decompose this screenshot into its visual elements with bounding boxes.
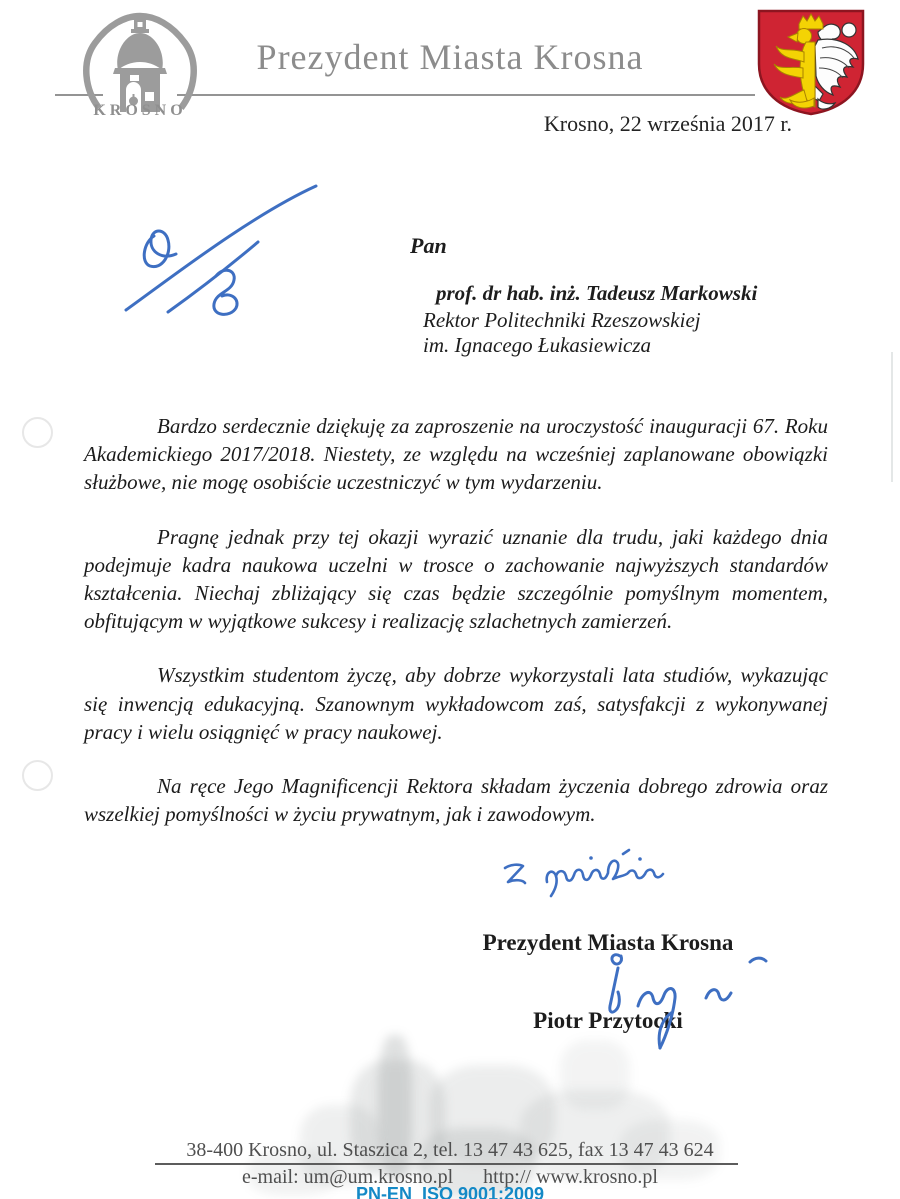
footer-website: http:// www.krosno.pl <box>483 1166 658 1188</box>
paragraph-4: Na ręce Jego Magnificencji Rektora składam życzenia dobrego zdrowia oraz wszelkiej pomyślności w życiu prywatnym, jak i zawodowym. <box>84 774 828 827</box>
scan-edge-artifact <box>891 352 893 482</box>
addressee-salutation: Pan <box>410 233 447 258</box>
addressee-institution-2: im. Ignacego Łukasiewicza <box>423 333 652 357</box>
signer-title: Prezydent Miasta Krosna <box>482 930 734 955</box>
addressee-block <box>410 233 757 358</box>
paragraph-1: Bardzo serdecznie dziękuję za zaproszenie na uroczystość inauguracji 67. Roku Akademickiego 2017/2018. Niestety, ze względu na wcześniej zaplanowane obowiązki służbowe, nie mogę osobiście uczestniczyć w tym wydarzeniu. <box>84 414 828 495</box>
hole-punch-mark <box>22 417 53 448</box>
handwritten-signature <box>554 948 769 1052</box>
date-line: Krosno, 22 września 2017 r. <box>543 111 792 136</box>
footer-divider <box>155 1163 738 1165</box>
handwritten-initials <box>120 180 325 320</box>
footer-address: 38-400 Krosno, ul. Staszica 2, tel. 13 47 43 625, fax 13 47 43 624 <box>186 1139 714 1161</box>
handwritten-closing <box>495 846 690 904</box>
paragraph-2: Pragnę jednak przy tej okazji wyrazić uznanie dla trudu, jaki każdego dnia podejmuje kadra naukowa uczelni w trosce o zachowanie najwyższych standardów kształcenia. Niechaj zbliżający się czas będzie szczególnie pomyślnym momentem, obfitującym w wyjątkowe sukcesy i realizację szlachetnych zamierzeń. <box>84 524 828 634</box>
addressee-institution: Rektor Politechniki Rzeszowskiej <box>423 308 701 332</box>
logo-caption: KROSNO <box>93 102 187 119</box>
krosno-coat-of-arms-icon <box>752 6 870 118</box>
footer-iso-certification: PN-EN ISO 9001:2009 <box>355 1184 545 1199</box>
paragraph-3: Wszystkim studentom życzę, aby dobrze wykorzystali lata studiów, wykazując się inwencją edukacyjną. Szanownym wykładowcom zaś, satysfakcji z wykonywanej pracy i wielu osiągnięć w pracy naukowej. <box>84 663 828 744</box>
letterhead-title: Prezydent Miasta Krosna <box>256 37 644 77</box>
addressee-name: prof. dr hab. inż. Tadeusz Markowski <box>436 281 758 305</box>
krosno-tower-icon <box>73 8 207 112</box>
hole-punch-mark <box>22 760 53 791</box>
krosno-logo <box>73 8 207 130</box>
signer-name: Piotr Przytocki <box>533 1008 683 1033</box>
footer-email: e-mail: um@um.krosno.pl <box>242 1166 454 1188</box>
letter-body <box>84 412 828 854</box>
